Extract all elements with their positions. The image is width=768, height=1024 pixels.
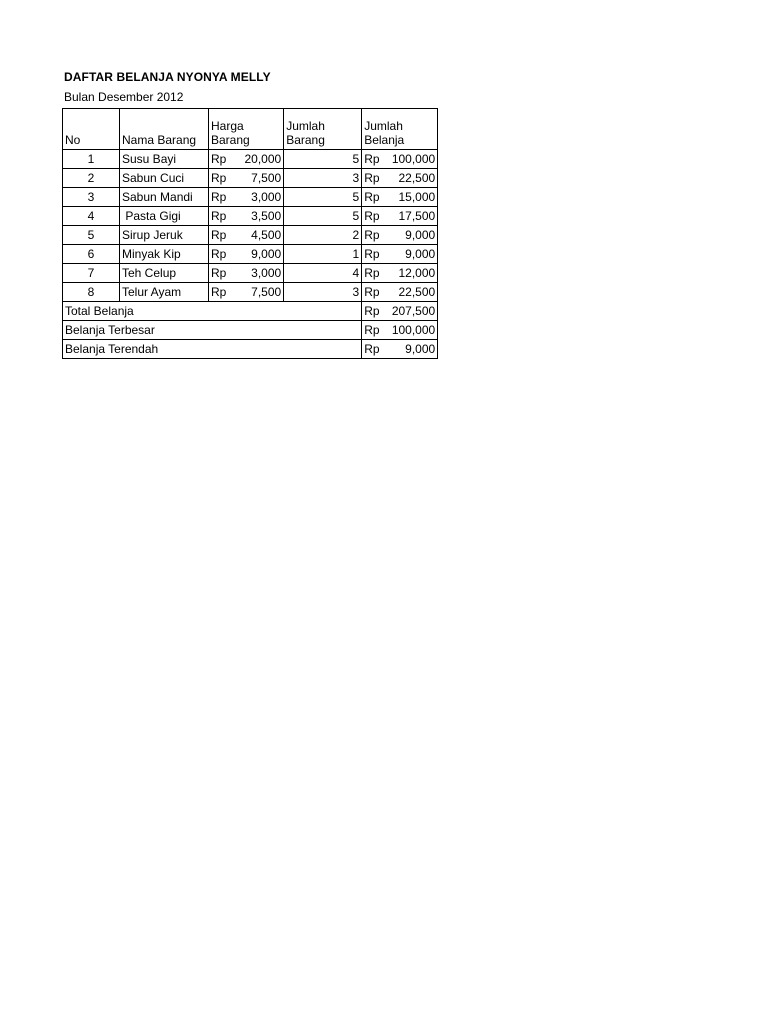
row-total-currency: Rp: [362, 207, 386, 226]
row-total-currency: Rp: [362, 264, 386, 283]
row-total-currency: Rp: [362, 245, 386, 264]
row-no: 5: [63, 226, 120, 245]
row-name: Sirup Jeruk: [120, 226, 209, 245]
summary-currency: Rp: [362, 340, 386, 359]
row-no: 1: [63, 150, 120, 169]
summary-value: 100,000: [386, 321, 438, 340]
header-qty-line1: Jumlah: [286, 119, 325, 133]
row-total: 22,500: [386, 283, 438, 302]
summary-currency: Rp: [362, 302, 386, 321]
row-no: 2: [63, 169, 120, 188]
row-qty: 3: [284, 283, 362, 302]
table-row: [63, 264, 438, 283]
table-row: [63, 245, 438, 264]
row-qty: 2: [284, 226, 362, 245]
row-price-currency: Rp: [209, 169, 243, 188]
row-price-currency: Rp: [209, 226, 243, 245]
row-total-currency: Rp: [362, 283, 386, 302]
row-price: 3,000: [243, 264, 284, 283]
row-price-currency: Rp: [209, 188, 243, 207]
document-title: DAFTAR BELANJA NYONYA MELLY: [64, 70, 271, 84]
row-no: 4: [63, 207, 120, 226]
row-total: 100,000: [386, 150, 438, 169]
row-price: 20,000: [243, 150, 284, 169]
summary-row-total: [63, 302, 438, 321]
row-qty: 3: [284, 169, 362, 188]
row-total: 9,000: [386, 245, 438, 264]
row-total: 9,000: [386, 226, 438, 245]
header-total-line1: Jumlah: [364, 119, 403, 133]
summary-currency: Rp: [362, 321, 386, 340]
shopping-table: [62, 108, 438, 359]
row-name: Sabun Mandi: [120, 188, 209, 207]
row-no: 6: [63, 245, 120, 264]
header-total-line2: Belanja: [364, 133, 405, 147]
summary-label: Belanja Terbesar: [63, 321, 362, 340]
row-price: 3,000: [243, 188, 284, 207]
row-price-currency: Rp: [209, 264, 243, 283]
summary-value: 207,500: [386, 302, 438, 321]
row-price: 7,500: [243, 169, 284, 188]
header-qty: [284, 109, 362, 150]
row-total: 15,000: [386, 188, 438, 207]
row-total-currency: Rp: [362, 169, 386, 188]
table-row: [63, 207, 438, 226]
row-name: Susu Bayi: [120, 150, 209, 169]
row-no: 3: [63, 188, 120, 207]
header-total: [362, 109, 438, 150]
summary-label: Total Belanja: [63, 302, 362, 321]
row-total: 12,000: [386, 264, 438, 283]
summary-row-min: [63, 340, 438, 359]
row-price: 4,500: [243, 226, 284, 245]
row-name: Sabun Cuci: [120, 169, 209, 188]
summary-row-max: [63, 321, 438, 340]
table-row: [63, 283, 438, 302]
header-price: Harga Barang: [209, 109, 284, 150]
row-no: 8: [63, 283, 120, 302]
row-total: 22,500: [386, 169, 438, 188]
row-no: 7: [63, 264, 120, 283]
row-name: Teh Celup: [120, 264, 209, 283]
summary-value: 9,000: [386, 340, 438, 359]
row-price: 9,000: [243, 245, 284, 264]
row-price-currency: Rp: [209, 150, 243, 169]
summary-label: Belanja Terendah: [63, 340, 362, 359]
row-qty: 5: [284, 207, 362, 226]
table-header-row: [63, 109, 438, 150]
row-price-currency: Rp: [209, 245, 243, 264]
document-subtitle: Bulan Desember 2012: [64, 90, 184, 104]
header-qty-line2: Barang: [286, 133, 325, 147]
row-total-currency: Rp: [362, 188, 386, 207]
table-row: [63, 188, 438, 207]
row-price-currency: Rp: [209, 283, 243, 302]
row-qty: 4: [284, 264, 362, 283]
table-row: [63, 150, 438, 169]
table-row: [63, 226, 438, 245]
table-row: [63, 169, 438, 188]
row-price-currency: Rp: [209, 207, 243, 226]
row-total-currency: Rp: [362, 226, 386, 245]
header-name: Nama Barang: [120, 109, 209, 150]
row-price: 7,500: [243, 283, 284, 302]
row-name: Pasta Gigi: [120, 207, 209, 226]
row-total: 17,500: [386, 207, 438, 226]
row-name: Minyak Kip: [120, 245, 209, 264]
row-total-currency: Rp: [362, 150, 386, 169]
row-name: Telur Ayam: [120, 283, 209, 302]
row-qty: 5: [284, 150, 362, 169]
row-qty: 1: [284, 245, 362, 264]
row-price: 3,500: [243, 207, 284, 226]
header-no: No: [63, 109, 120, 150]
row-qty: 5: [284, 188, 362, 207]
